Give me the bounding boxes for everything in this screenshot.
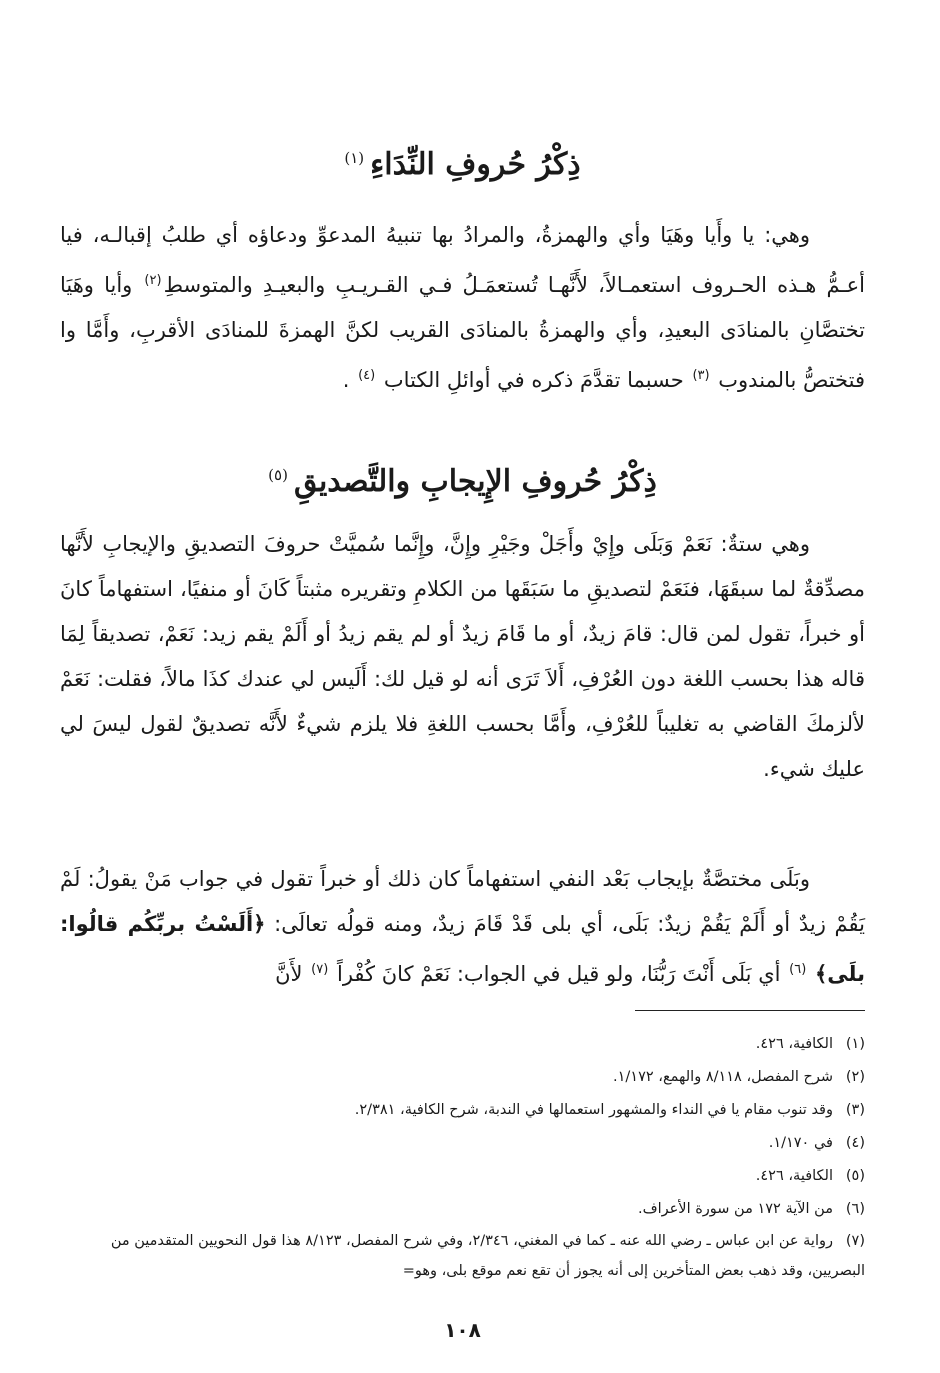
footnote-number: (٤) (845, 1135, 865, 1151)
footnote-text: شرح المفصل، ٨/١١٨ والهمع، ١/١٧٢. (613, 1069, 833, 1085)
paragraph-text: لأَنَّ (275, 962, 303, 986)
footnote-ref: (٥) (268, 466, 288, 484)
heading-text: ذِكْرُ حُروفِ النِّدَاءِ (370, 147, 581, 182)
footnote-text: رواية عن ابن عباس ـ رضي الله عنه ـ كما في المغني، ٢/٣٤٦، وفي شرح المفصل، ٨/١٢٣ هذا قول النحويين المتقدمين من البصريين، وقد ذهب بعض المتأخرين إلى أنه يجوز أن تقع نعم موقع بلى، وهو= (110, 1233, 865, 1279)
paragraph-vocative (60, 213, 865, 403)
paragraph-affirmation: وهي ستةٌ: نَعَمْ وَبَلَى وإِيْ وأَجَلْ وجَيْرِ وإِنَّ، وإِنَّما سُميَّتْ حروفَ التصديقِ والإيجابِ لأَنَّها مصدِّقةٌ لما سبقَهَا، فنَعَمْ لتصديقِ ما سَبَقَها من الكلامِ وتقريره مثبتاً كَانَ أو منفيًا، استفهاماً كانَ أو خبراً، تقول لمن قال: قامَ زيدٌ، أو ما قَامَ زيدٌ أو لم يقم زيدُ أو أَلَمْ يقم زيد: نَعَمْ، تصديقاً لِمَا قاله هذا بحسب اللغة دون العُرْفِ، أَلاَ تَرَى أنه لو قيل لك: أَلَيس لي عندك كذَا مالاً، فقلت: نَعَمْ لألزمكَ القاضي به تغليباً للعُرْفِ، وأَمَّا بحسب اللغةِ فلا يلزم شيءٌ لأَنَّه تصديقٌ لقول ليسَ لي عليك شيء. (60, 532, 865, 781)
footnote-text: من الآية ١٧٢ من سورة الأعراف. (637, 1201, 833, 1217)
page-number: ١٠٨ (444, 1318, 481, 1342)
footnote-number: (٧) (845, 1233, 865, 1249)
footnote-ref: (٣) (692, 368, 710, 383)
footnote-number: (١) (845, 1036, 865, 1052)
section-heading-affirmation (60, 455, 865, 502)
footnote-text: وقد تنوب مقام يا في النداء والمشهور استعمالها في الندبة، شرح الكافية، ٢/٣٨١. (354, 1102, 833, 1118)
paragraph-text: وأيا وهَيَا تختصَّانِ بالمنادَى البعيدِ، وأي والهمزةُ بالمنادَى القريب لكنَّ الهمزةَ للمنادَى الأقربِ، وأَمَّا وا فتختصُّ بالمندوب (60, 273, 865, 392)
footnote-text: الكافية، ٤٢٦. (755, 1168, 833, 1184)
paragraph-bala (60, 857, 865, 997)
footnote-item (60, 1193, 865, 1226)
footnote-divider (635, 1010, 865, 1011)
footnotes-list (60, 1028, 865, 1286)
paragraph-text: وهي: يا وأَيا وهَيَا وأي والهمزةُ، والمرادُ بها تنبيهُ المدعوِّ ودعاؤه أي طلبُ إقبالـه، فيا أعـمُّ هـذه الحـروف استعمـالاً، لأَنَّهـا تُستعمَـلُ فـي القـريـبِ والبعيـدِ والمتوسطِ (60, 223, 865, 297)
footnote-item (60, 1094, 865, 1127)
footnote-ref: (١) (344, 149, 365, 167)
footnote-ref: (٧) (311, 962, 329, 977)
footnote-number: (٢) (845, 1069, 865, 1085)
footnote-ref: (٢) (144, 273, 162, 288)
paragraph-text: . (342, 368, 350, 392)
book-page (60, 0, 865, 1373)
footnote-text: في ١/١٧٠. (768, 1135, 833, 1151)
footnote-number: (٣) (845, 1102, 865, 1118)
footnote-item (60, 1061, 865, 1094)
footnote-item (60, 1160, 865, 1193)
footnote-number: (٦) (845, 1201, 865, 1217)
footnote-ref: (٤) (358, 368, 376, 383)
footnote-item (60, 1226, 865, 1286)
footnote-item (60, 1127, 865, 1160)
footnote-item (60, 1028, 865, 1061)
footnote-number: (٥) (845, 1168, 865, 1184)
paragraph-text: أي بَلَى أَنْتَ رَبُّنَا، ولو قيل في الجواب: نَعَمْ كانَ كُفْراً (337, 962, 781, 986)
quran-verse: ﴿أَلَسْتُ بربِّكُم قالُوا: بلَى﴾ (60, 912, 865, 986)
paragraph-text: حسبما تقدَّمَ ذكره في أوائلِ الكتاب (383, 368, 684, 392)
footnote-ref: (٦) (789, 962, 807, 977)
footnote-text: الكافية، ٤٢٦. (755, 1036, 833, 1052)
heading-text: ذِكْرُ حُروفِ الإِيجابِ والتَّصديقِ (293, 464, 657, 499)
paragraph-text: وبَلَى مختصَّةٌ بإيجاب بَعْد النفي استفهاماً كان ذلك أو خبراً تقول في جواب مَنْ يقولُ: لَمْ يَقُمْ زيدٌ أو أَلَمْ يَقُمْ زيدٌ: بَلَى، أي بلى قَدْ قَامَ زيدٌ، ومنه قولُه تعالَى: (60, 867, 865, 936)
section-heading-vocative (60, 138, 865, 185)
